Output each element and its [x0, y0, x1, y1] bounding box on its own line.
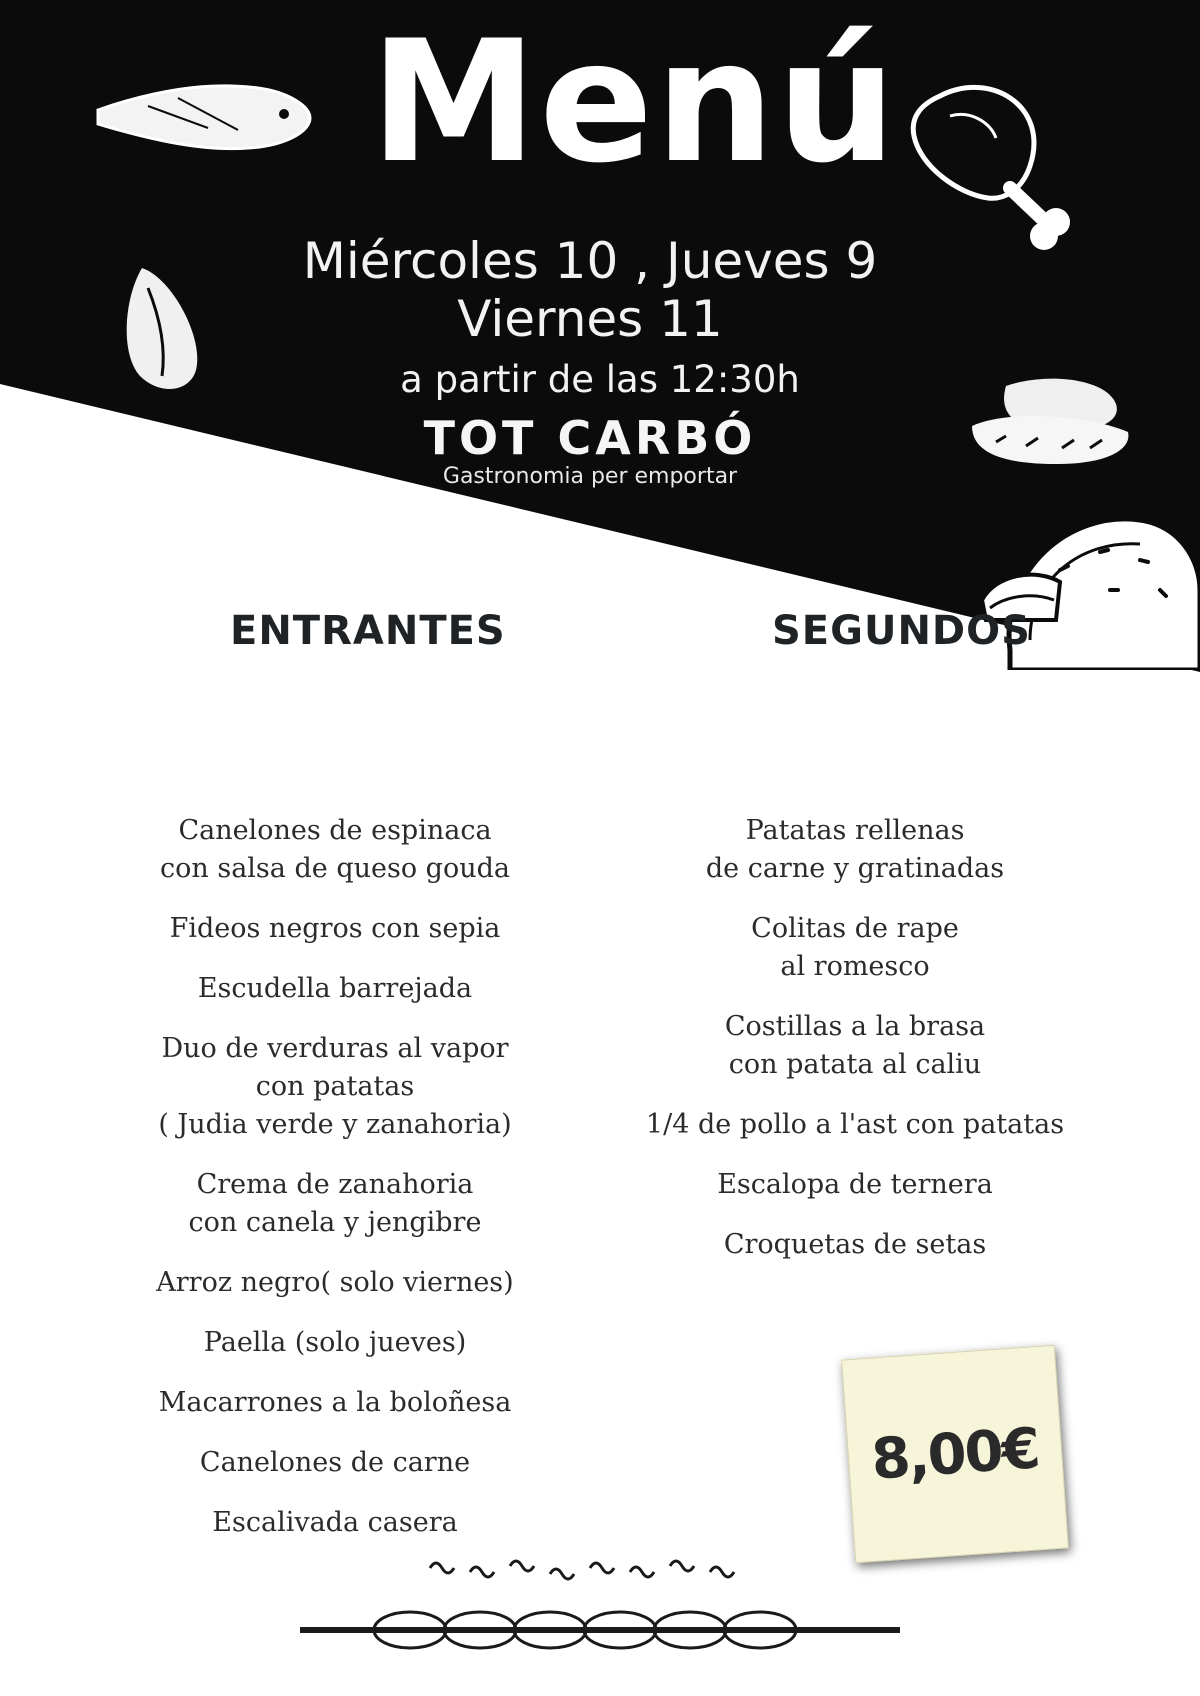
list-item: Croquetas de setas: [723, 1229, 987, 1260]
brand-name: TOT CARBÓ: [423, 411, 757, 465]
menu-dates: [270, 232, 910, 348]
price-note: [841, 1345, 1069, 1563]
list-item: Escalopa de ternera: [717, 1169, 993, 1200]
list-item: Crema de zanahoria con canela y jengibre: [188, 1169, 482, 1238]
ornament-divider-icon: [300, 1548, 900, 1668]
entrantes-heading: ENTRANTES: [230, 608, 506, 654]
list-item: Canelones de carne: [199, 1447, 471, 1478]
chicken-leg-icon: [900, 76, 1100, 266]
price: 8,00€: [869, 1415, 1041, 1493]
list-item: Patatas rellenas de carne y gratinadas: [705, 815, 1005, 884]
bread-icon: [966, 370, 1136, 470]
list-item: Paella (solo jueves): [203, 1327, 467, 1358]
list-item: Duo de verduras al vapor con patatas ( Judia verde y zanahoria): [158, 1033, 512, 1140]
fish-icon: [88, 58, 318, 168]
segundos-list: [620, 812, 1090, 1286]
menu-title: Menú: [370, 4, 899, 200]
eggplant-icon: [112, 258, 212, 398]
list-item: Colitas de rape al romesco: [751, 913, 959, 982]
list-item: Arroz negro( solo viernes): [156, 1267, 514, 1298]
list-item: 1/4 de pollo a l'ast con patatas: [645, 1109, 1065, 1140]
list-item: Costillas a la brasa con patata al caliu: [724, 1011, 986, 1080]
entrantes-list: [100, 812, 570, 1564]
service-time: a partir de las 12:30h: [400, 358, 800, 401]
dates-line-1: Miércoles 10 , Jueves 9: [302, 232, 878, 290]
brand-subtitle: Gastronomia per emportar: [442, 464, 738, 489]
list-item: Canelones de espinaca con salsa de queso gouda: [160, 815, 510, 884]
dates-line-2: Viernes 11: [457, 290, 723, 348]
list-item: Escudella barrejada: [197, 973, 473, 1004]
list-item: Fideos negros con sepia: [169, 913, 501, 944]
segundos-heading: SEGUNDOS: [772, 608, 1031, 654]
list-item: Escalivada casera: [212, 1507, 458, 1538]
list-item: Macarrones a la boloñesa: [158, 1387, 512, 1418]
